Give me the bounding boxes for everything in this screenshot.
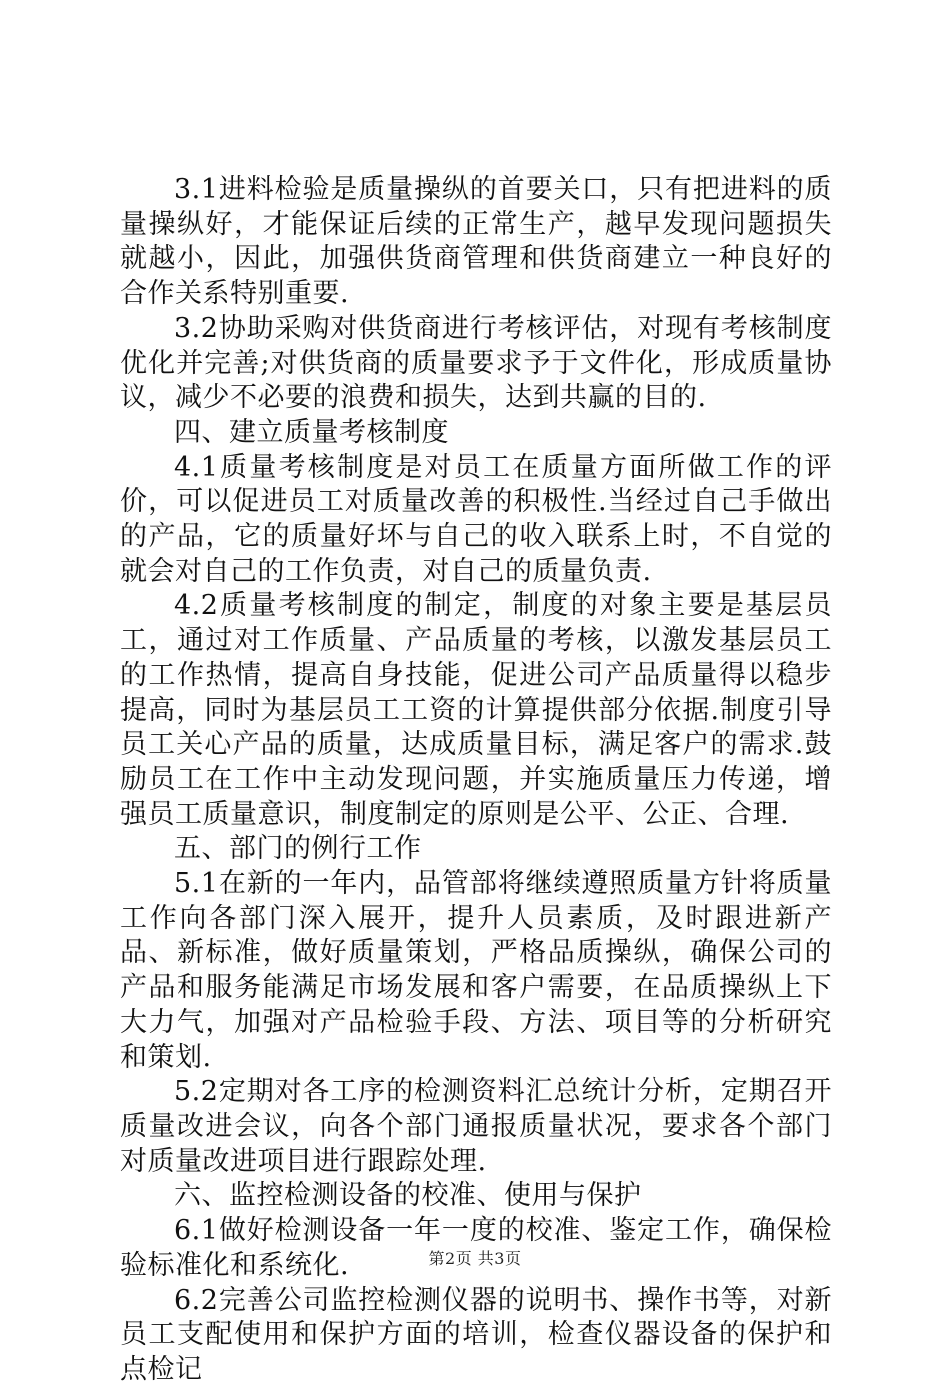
- section-heading-5: 五、部门的例行工作: [174, 833, 422, 865]
- paragraph-5-2: 5.2定期对各工序的检测资料汇总统计分析，定期召开质量改进会议，向各个部门通报质量状况，要求各个部门对质量改进项目进行跟踪处理.: [120, 1076, 832, 1177]
- paragraph-4-2: 4.2质量考核制度的制定，制度的对象主要是基层员工，通过对工作质量、产品质量的考核，以激发基层员工的工作热情，提高自身技能，促进公司产品质量得以稳步提高，同时为基层员工工资的计算提供部分依据.制度引导员工关心产品的质量，达成质量目标，满足客户的需求.鼓励员工在工作中主动发现问题，并实施质量压力传递，增强员工质量意识，制度制定的原则是公平、公正、合理.: [120, 590, 832, 830]
- document-body: [120, 173, 832, 1388]
- paragraph-6-2: 6.2完善公司监控检测仪器的说明书、操作书等，对新员工支配使用和保护方面的培训，检查仪器设备的保护和点检记: [120, 1284, 832, 1385]
- paragraph-4-1: 4.1质量考核制度是对员工在质量方面所做工作的评价，可以促进员工对质量改善的积极性.当经过自己手做出的产品，它的质量好坏与自己的收入联系上时，不自觉的就会对自己的工作负责，对自己的质量负责.: [120, 451, 832, 587]
- section-heading-6: 六、监控检测设备的校准、使用与保护: [174, 1180, 642, 1212]
- paragraph-5-1: 5.1在新的一年内，品管部将继续遵照质量方针将质量工作向各部门深入展开，提升人员素质，及时跟进新产品、新标准，做好质量策划，严格品质操纵，确保公司的产品和服务能满足市场发展和客户需要，在品质操纵上下大力气，加强对产品检验手段、方法、项目等的分析研究和策划.: [120, 868, 832, 1073]
- paragraph-3-1: 3.1进料检验是质量操纵的首要关口，只有把进料的质量操纵好，才能保证后续的正常生产，越早发现问题损失就越小，因此，加强供货商管理和供货商建立一种良好的合作关系特别重要.: [120, 174, 832, 310]
- paragraph-6-1: 6.1做好检测设备一年一度的校准、鉴定工作，确保检验标准化和系统化.: [120, 1215, 832, 1281]
- paragraph-3-2: 3.2协助采购对供货商进行考核评估，对现有考核制度优化并完善;对供货商的质量要求予于文件化，形成质量协议，减少不必要的浪费和损失，达到共赢的目的.: [120, 312, 832, 414]
- page-footer: 第2页 共3页: [428, 1249, 522, 1268]
- section-heading-4: 四、建立质量考核制度: [174, 416, 449, 448]
